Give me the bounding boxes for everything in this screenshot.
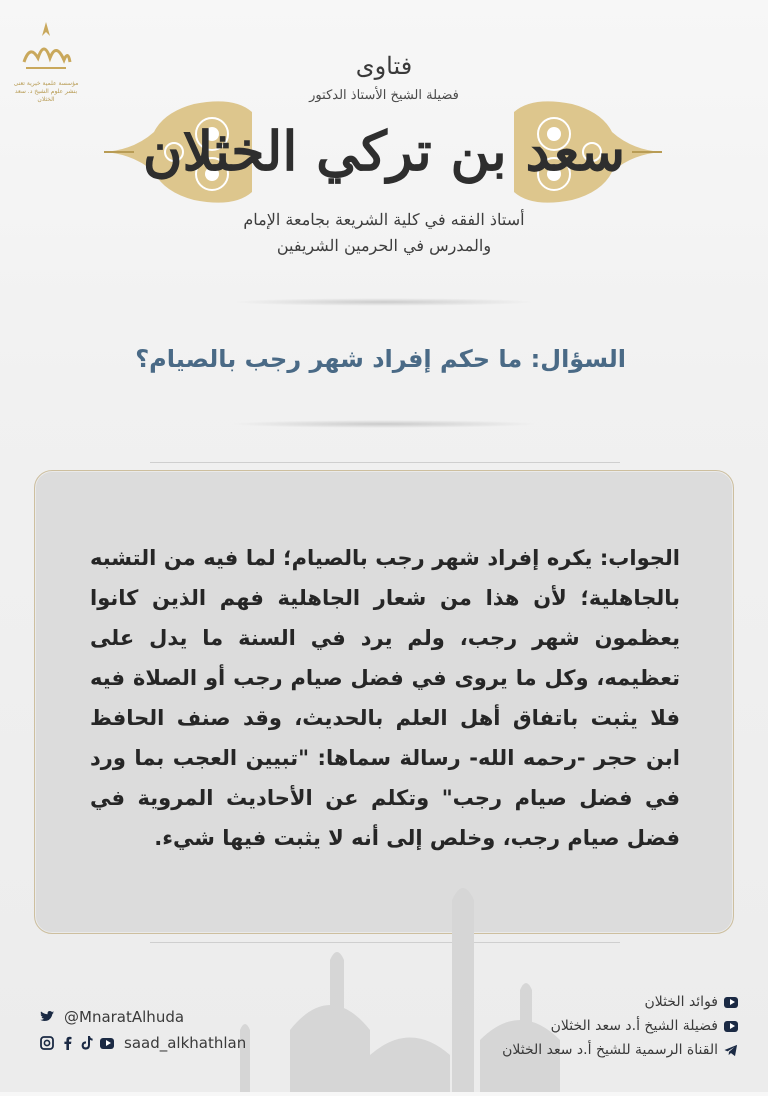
social-handles bbox=[40, 1004, 246, 1056]
channel-item[interactable] bbox=[502, 990, 744, 1014]
telegram-icon bbox=[724, 1043, 738, 1057]
sheikh-position-line1: أستاذ الفقه في كلية الشريعة بجامعة الإمام bbox=[243, 210, 525, 229]
divider bbox=[230, 420, 538, 428]
channel-list bbox=[502, 990, 744, 1062]
social-handle: saad_alkhathlan bbox=[124, 1034, 247, 1052]
sheikh-name: سعد بن تركي الخثلان bbox=[142, 119, 626, 183]
answer-text: الجواب: يكره إفراد شهر رجب بالصيام؛ لما فيه من التشبه بالجاهلية؛ لأن هذا من شعار الجاهلية فهم الذين كانوا يعظمون شهر رجب، ولم يرد في السنة ما يدل على تعظيمه، وكل ما يروى في فضل صيام رجب أو الصلاة فيه فلا يثبت باتفاق أهل العلم بالحديث، وقد صنف الحافظ ابن حجر -رحمه الله- رسالة سماها: "تبيين العجب بما ورد في فضل صيام رجب" وتكلم عن الأحاديث المروية في فضل صيام رجب، وخلص إلى أنه لا يثبت فيها شيء. bbox=[90, 546, 680, 850]
sheikh-title: فضيلة الشيخ الأستاذ الدكتور bbox=[309, 88, 459, 103]
channel-item[interactable] bbox=[502, 1014, 744, 1038]
logo-caption: مؤسسة علمية خيرية تعنى بنشر علوم الشيخ د. سعد الخثلان bbox=[13, 80, 79, 103]
fatawa-label: فتاوى bbox=[355, 52, 413, 80]
tiktok-icon bbox=[80, 1036, 94, 1050]
youtube-icon bbox=[100, 1036, 114, 1050]
twitter-handle: @MnaratAlhuda bbox=[64, 1008, 185, 1026]
question-heading: السؤال: ما حكم إفراد شهر رجب بالصيام؟ bbox=[135, 345, 626, 373]
channel-label: القناة الرسمية للشيخ أ.د سعد الخثلان bbox=[502, 1042, 718, 1058]
channel-label: فوائد الخثلان bbox=[644, 994, 718, 1010]
twitter-icon bbox=[40, 1010, 54, 1024]
channel-item[interactable] bbox=[502, 1038, 744, 1062]
divider bbox=[230, 298, 538, 306]
instagram-icon bbox=[40, 1036, 54, 1050]
facebook-icon bbox=[60, 1036, 74, 1050]
youtube-icon bbox=[724, 1019, 738, 1033]
youtube-icon bbox=[724, 995, 738, 1009]
social-row[interactable] bbox=[40, 1030, 246, 1056]
divider bbox=[150, 462, 620, 463]
twitter-row[interactable] bbox=[40, 1004, 246, 1030]
channel-label: فضيلة الشيخ أ.د سعد الخثلان bbox=[550, 1018, 718, 1034]
sheikh-position-line2: والمدرس في الحرمين الشريفين bbox=[276, 236, 492, 255]
